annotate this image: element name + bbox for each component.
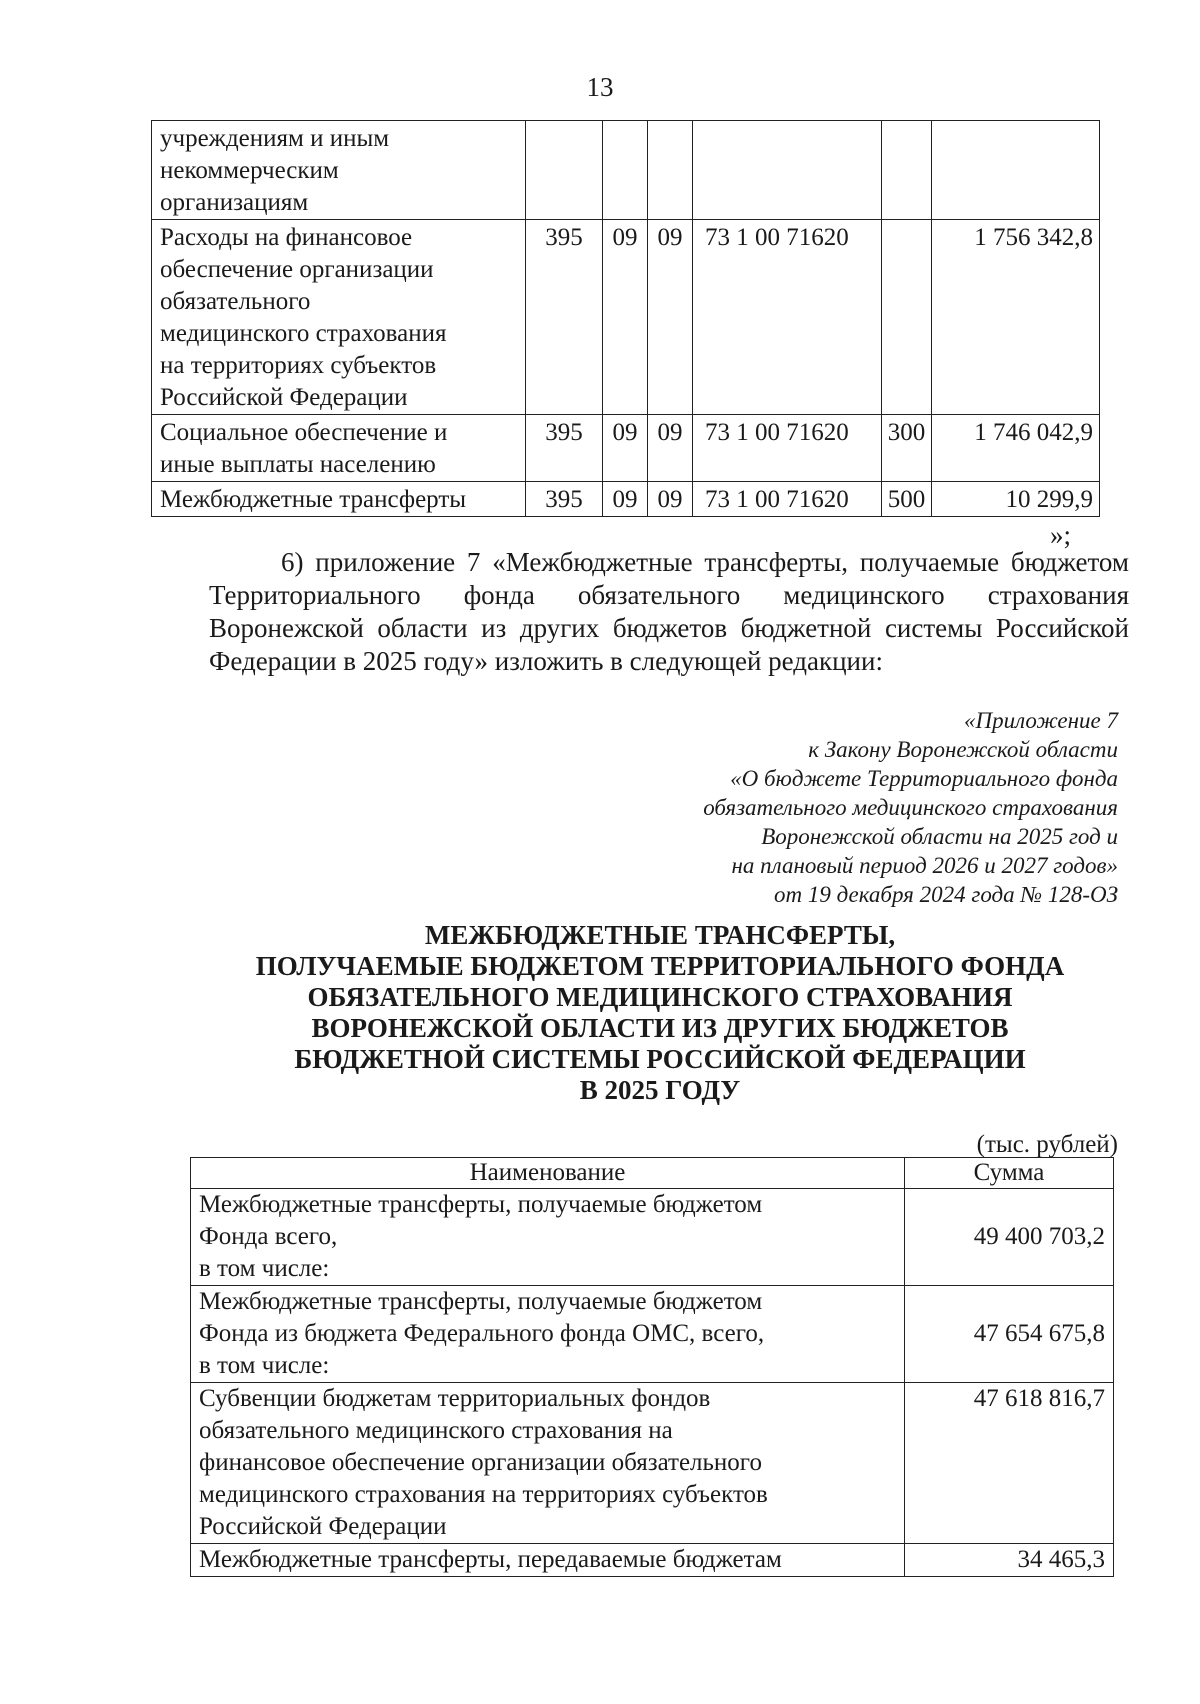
subsection-code: 09 xyxy=(648,415,693,482)
subsection-code: 09 xyxy=(648,482,693,517)
appendix-line: на плановый период 2026 и 2027 годов» xyxy=(731,853,1118,878)
name-line: медицинского страхования xyxy=(160,320,447,347)
name-line: иные выплаты населению xyxy=(160,451,436,478)
target-code xyxy=(693,121,882,220)
transfers-table xyxy=(190,1157,1114,1577)
admin-code: 395 xyxy=(526,482,603,517)
table-header-row xyxy=(191,1158,1114,1189)
name-line: Фонда всего, xyxy=(199,1223,338,1250)
expense-type-code: 500 xyxy=(882,482,932,517)
table-row xyxy=(152,220,1100,415)
name-line: Расходы на финансовое xyxy=(160,224,413,251)
section-code: 09 xyxy=(603,220,648,415)
row-name xyxy=(152,121,526,220)
header-name: Наименование xyxy=(191,1158,905,1189)
name-line: Российской Федерации xyxy=(160,384,408,411)
row-sum: 47 654 675,8 xyxy=(905,1286,1114,1383)
admin-code: 395 xyxy=(526,415,603,482)
target-code: 73 1 00 71620 xyxy=(693,415,882,482)
heading-line: БЮДЖЕТНОЙ СИСТЕМЫ РОССИЙСКОЙ ФЕДЕРАЦИИ xyxy=(294,1044,1026,1074)
name-line: Фонда из бюджета Федерального фонда ОМС, всего, xyxy=(199,1320,765,1347)
table-row xyxy=(191,1544,1114,1577)
row-name xyxy=(191,1544,905,1577)
closing-quote: »; xyxy=(1050,520,1072,550)
heading-line: ПОЛУЧАЕМЫЕ БЮДЖЕТОМ ТЕРРИТОРИАЛЬНОГО ФОНДА xyxy=(255,951,1065,981)
table-row xyxy=(191,1189,1114,1286)
row-sum: 49 400 703,2 xyxy=(905,1189,1114,1286)
amendment-paragraph: 6) приложение 7 «Межбюджетные трансферты, получаемые бюджетом Территориального фонда обязательного медицинского страхования Воронежской области из других бюджетов бюджетной системы Российской Федерации в 2025 году» изложить в следующей редакции: xyxy=(209,547,1129,676)
document-heading xyxy=(190,920,1130,1106)
heading-line: ОБЯЗАТЕЛЬНОГО МЕДИЦИНСКОГО СТРАХОВАНИЯ xyxy=(307,982,1013,1012)
name-line: Межбюджетные трансферты xyxy=(160,486,467,513)
name-line: Российской Федерации xyxy=(199,1513,447,1540)
name-line: Межбюджетные трансферты, получаемые бюджетом xyxy=(199,1191,763,1218)
name-line: Межбюджетные трансферты, передаваемые бюджетам xyxy=(199,1546,782,1573)
name-line: финансовое обеспечение организации обязательного xyxy=(199,1449,762,1476)
section-code xyxy=(603,121,648,220)
name-line: Межбюджетные трансферты, получаемые бюджетом xyxy=(199,1288,763,1315)
appendix-reference xyxy=(518,706,1118,909)
subsection-code: 09 xyxy=(648,220,693,415)
heading-line: МЕЖБЮДЖЕТНЫЕ ТРАНСФЕРТЫ, xyxy=(424,920,896,950)
row-name xyxy=(191,1286,905,1383)
expense-type-code xyxy=(882,220,932,415)
admin-code: 395 xyxy=(526,220,603,415)
name-line: в том числе: xyxy=(199,1352,330,1379)
table-row xyxy=(152,121,1100,220)
target-code: 73 1 00 71620 xyxy=(693,220,882,415)
name-line: некоммерческим xyxy=(160,157,339,184)
appendix-line: «Приложение 7 xyxy=(963,708,1118,733)
amount: 1 756 342,8 xyxy=(932,220,1100,415)
heading-line: ВОРОНЕЖСКОЙ ОБЛАСТИ ИЗ ДРУГИХ БЮДЖЕТОВ xyxy=(311,1013,1009,1043)
name-line: организациям xyxy=(160,189,309,216)
heading-line: В 2025 ГОДУ xyxy=(579,1075,741,1105)
section-code: 09 xyxy=(603,415,648,482)
header-sum: Сумма xyxy=(905,1158,1114,1189)
amount: 10 299,9 xyxy=(932,482,1100,517)
name-line: обязательного медицинского страхования на xyxy=(199,1417,673,1444)
table-row xyxy=(191,1383,1114,1544)
name-line: обязательного xyxy=(160,288,311,315)
admin-code xyxy=(526,121,603,220)
table-row xyxy=(152,415,1100,482)
name-line: медицинского страхования на территориях субъектов xyxy=(199,1481,768,1508)
row-sum: 47 618 816,7 xyxy=(905,1383,1114,1544)
row-name xyxy=(191,1189,905,1286)
name-line: учреждениям и иным xyxy=(160,125,390,152)
amount xyxy=(932,121,1100,220)
table-row xyxy=(191,1286,1114,1383)
name-line: на территориях субъектов xyxy=(160,352,437,379)
page-number: 13 xyxy=(586,72,614,102)
row-name xyxy=(152,415,526,482)
expense-table xyxy=(151,120,1100,517)
target-code: 73 1 00 71620 xyxy=(693,482,882,517)
appendix-line: от 19 декабря 2024 года № 128-ОЗ xyxy=(773,882,1118,907)
appendix-line: «О бюджете Территориального фонда xyxy=(730,766,1118,791)
name-line: в том числе: xyxy=(199,1255,330,1282)
appendix-line: к Закону Воронежской области xyxy=(808,737,1118,762)
expense-type-code: 300 xyxy=(882,415,932,482)
unit-label: (тыс. рублей) xyxy=(976,1131,1118,1158)
name-line: Субвенции бюджетам территориальных фондов xyxy=(199,1385,711,1412)
expense-type-code xyxy=(882,121,932,220)
appendix-line: Воронежской области на 2025 год и xyxy=(761,824,1118,849)
subsection-code xyxy=(648,121,693,220)
name-line: Социальное обеспечение и xyxy=(160,419,448,446)
row-name xyxy=(152,220,526,415)
row-sum: 34 465,3 xyxy=(905,1544,1114,1577)
row-name xyxy=(152,482,526,517)
table-row xyxy=(152,482,1100,517)
section-code: 09 xyxy=(603,482,648,517)
row-name xyxy=(191,1383,905,1544)
appendix-line: обязательного медицинского страхования xyxy=(703,795,1118,820)
amount: 1 746 042,9 xyxy=(932,415,1100,482)
name-line: обеспечение организации xyxy=(160,256,434,283)
